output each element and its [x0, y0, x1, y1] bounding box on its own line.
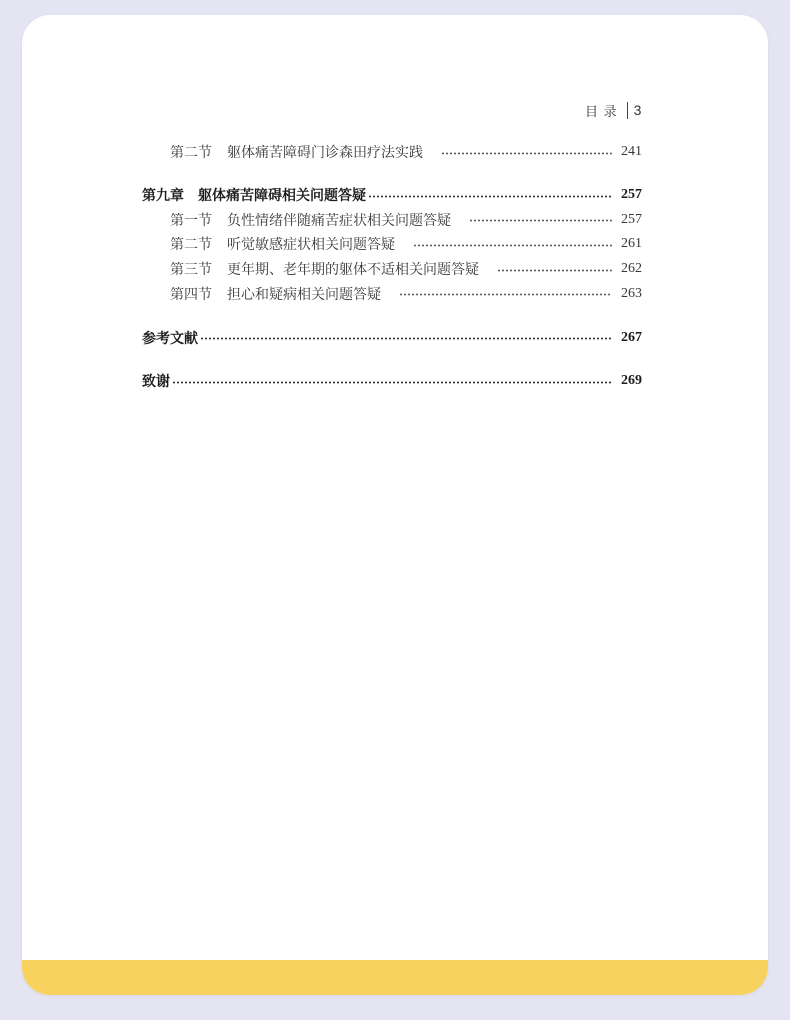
- toc-section-entry: [142, 232, 642, 257]
- section-title: 躯体痛苦障碍门诊森田疗法实践: [227, 146, 423, 162]
- dot-leader: [497, 269, 612, 272]
- section-title: 更年期、老年期的躯体不适相关问题答疑: [227, 263, 479, 279]
- page-number: 261: [621, 236, 642, 252]
- section-title: 担心和疑病相关问题答疑: [227, 287, 381, 303]
- section-title: 听觉敏感症状相关问题答疑: [227, 238, 395, 254]
- accent-band: [22, 960, 768, 995]
- dot-leader: [172, 381, 612, 384]
- section-number: 第一节: [170, 213, 212, 229]
- toc-section-entry: [142, 257, 642, 282]
- toc-section-entry: [142, 281, 642, 306]
- table-of-contents: [142, 140, 642, 394]
- section-title: 负性情绪伴随痛苦症状相关问题答疑: [227, 213, 451, 229]
- dot-leader: [368, 195, 612, 198]
- page-number: 267: [621, 329, 642, 345]
- section-number: 第二节: [170, 146, 212, 162]
- section-number: 第二节: [170, 238, 212, 254]
- page-number: 241: [621, 144, 642, 160]
- dot-leader: [441, 152, 612, 155]
- page-number: 269: [621, 373, 642, 389]
- section-number: 第四节: [170, 287, 212, 303]
- dot-leader: [399, 293, 612, 296]
- book-page: [22, 15, 768, 995]
- page-number: 262: [621, 261, 642, 277]
- acknowledgements-title: 致谢: [142, 375, 170, 391]
- toc-section-entry: [142, 140, 642, 165]
- folio-page-number: 3: [633, 102, 642, 118]
- toc-acknowledgements-entry: [142, 369, 642, 394]
- running-header: [585, 101, 641, 119]
- dot-leader: [200, 337, 612, 340]
- page-number: 263: [621, 285, 642, 301]
- toc-references-entry: [142, 325, 642, 350]
- references-title: 参考文献: [142, 331, 198, 347]
- page-number: 257: [621, 187, 642, 203]
- chapter-number: 第九章: [142, 189, 184, 205]
- header-divider: [627, 102, 628, 119]
- running-header-title: 目 录: [585, 103, 618, 119]
- dot-leader: [413, 244, 612, 247]
- dot-leader: [469, 219, 612, 222]
- chapter-title: 躯体痛苦障碍相关问题答疑: [198, 189, 366, 205]
- toc-chapter-entry: [142, 183, 642, 208]
- page-number: 257: [621, 211, 642, 227]
- section-number: 第三节: [170, 263, 212, 279]
- toc-section-entry: [142, 208, 642, 233]
